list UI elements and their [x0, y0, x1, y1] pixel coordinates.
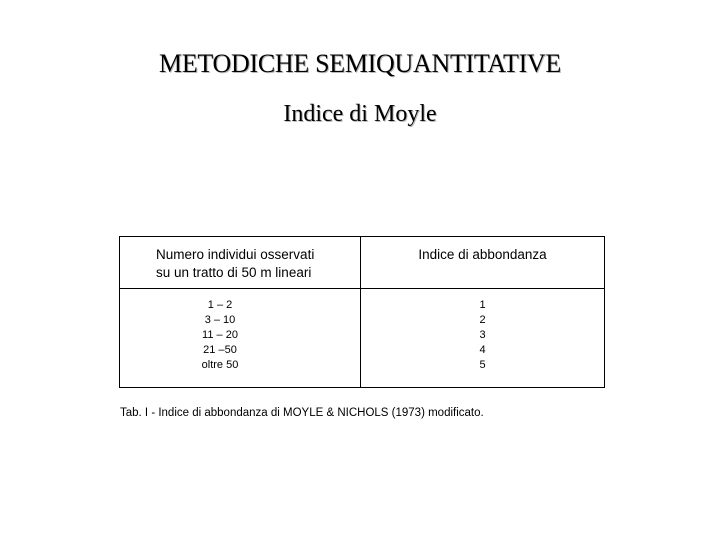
header-abundance-index [361, 237, 605, 289]
table-cell: 2 [479, 314, 486, 326]
table-cell: 5 [479, 359, 486, 371]
table-caption: Tab. I - Indice di abbondanza di MOYLE & NICHOLS (1973) modificato. [120, 407, 484, 419]
table-body-row [120, 289, 605, 388]
table-cell: oltre 50 [201, 359, 239, 371]
table-cell: 11 – 20 [202, 329, 238, 341]
header-line: Numero individui osservati [156, 247, 315, 262]
table-cell: 3 [479, 329, 486, 341]
table-cell: 4 [479, 344, 486, 356]
table-cell: 1 – 2 [207, 299, 233, 311]
header-line: Indice di abbondanza [418, 247, 547, 262]
header-line: su un tratto di 50 m lineari [156, 265, 312, 280]
table-cell: 1 [479, 299, 486, 311]
header-observed-individuals [120, 237, 361, 289]
table-header-row [120, 237, 605, 289]
slide-title: METODICHE SEMIQUANTITATIVE [159, 49, 561, 78]
table-cell: 21 –50 [203, 344, 237, 356]
abundance-index-table [119, 236, 605, 388]
observed-individuals-column [120, 289, 361, 388]
slide-subtitle: Indice di Moyle [283, 101, 437, 127]
abundance-index-column [361, 289, 605, 388]
table-cell: 3 – 10 [204, 314, 236, 326]
